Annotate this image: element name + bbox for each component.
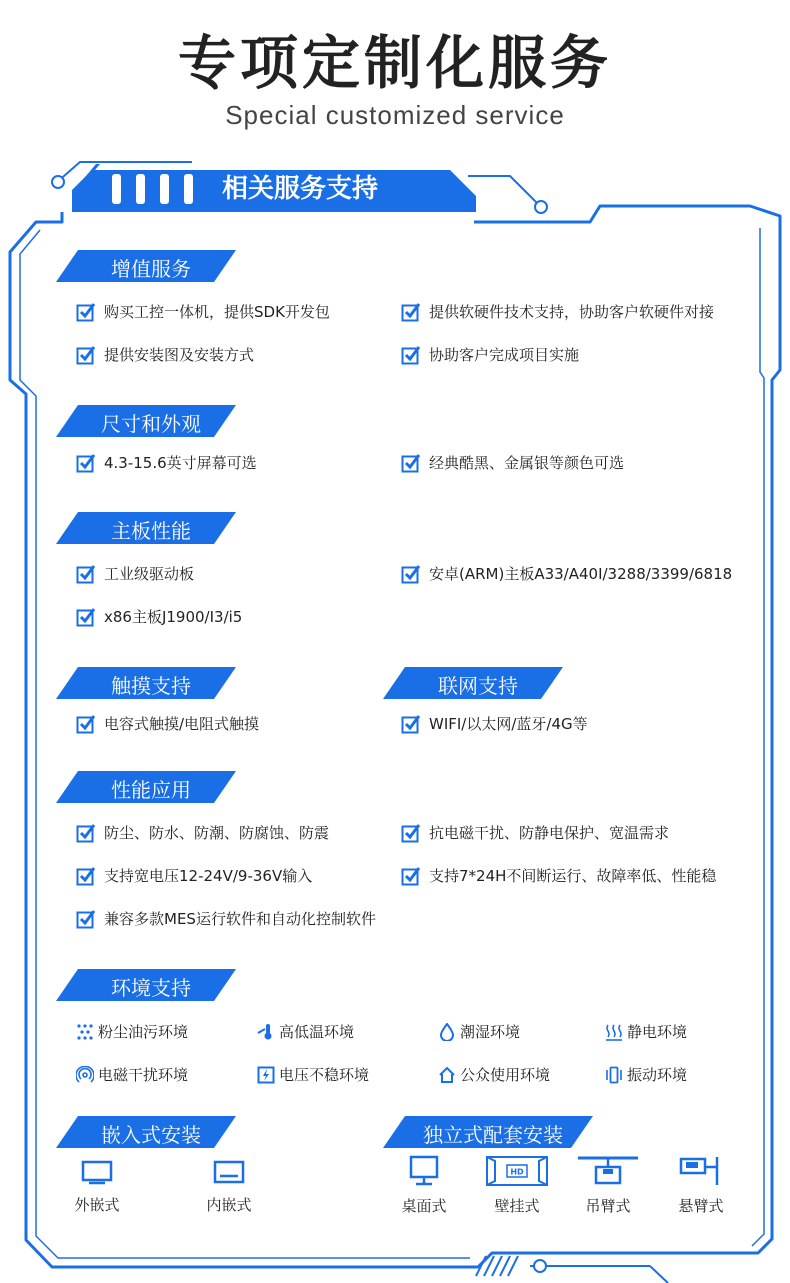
feature-item: 购买工控一体机，提供SDK开发包 <box>76 302 330 322</box>
checkbox-icon <box>76 866 96 886</box>
internal-mount-icon <box>209 1160 249 1186</box>
section-header-embedded <box>56 1116 236 1148</box>
checkbox-icon <box>76 823 96 843</box>
feature-item: 防尘、防水、防潮、防腐蚀、防震 <box>76 823 329 843</box>
install-option: 吊臂式 <box>563 1155 653 1216</box>
checkbox-icon <box>401 866 421 886</box>
desktop-stand-icon <box>404 1155 444 1187</box>
feature-item: 安卓(ARM)主板A33/A40I/3288/3399/6818 <box>401 564 732 584</box>
section-title: 触摸支持 <box>111 674 191 698</box>
install-option: 桌面式 <box>379 1155 469 1216</box>
section-header-value-added <box>56 250 236 282</box>
checkbox-icon <box>76 714 96 734</box>
hd-badge: HD <box>510 1167 524 1177</box>
section-title: 性能应用 <box>111 778 191 802</box>
install-option: HD 壁挂式 <box>472 1155 562 1216</box>
section-header-environment <box>56 969 236 1001</box>
checkbox-icon <box>76 302 96 322</box>
section-header-size <box>56 405 236 437</box>
env-item: 粉尘油污环境 <box>76 1022 188 1042</box>
section-header-performance <box>56 771 236 803</box>
ceiling-arm-icon <box>576 1155 640 1187</box>
env-item: 高低温环境 <box>257 1022 354 1042</box>
feature-item: x86主板J1900/I3/i5 <box>76 607 242 627</box>
feature-item: 工业级驱动板 <box>76 564 194 584</box>
env-item: 电磁干扰环境 <box>76 1065 188 1085</box>
section-title: 联网支持 <box>438 674 518 698</box>
checkbox-icon <box>76 564 96 584</box>
section-title: 增值服务 <box>111 257 191 281</box>
section-header-standalone <box>383 1116 593 1148</box>
checkbox-icon <box>76 345 96 365</box>
section-title: 嵌入式安装 <box>101 1123 201 1147</box>
checkbox-icon <box>401 453 421 473</box>
main-banner-label: 相关服务支持 <box>222 174 379 204</box>
external-mount-icon <box>77 1160 117 1186</box>
feature-item: 支持宽电压12-24V/9-36V输入 <box>76 866 312 886</box>
env-item: 潮湿环境 <box>438 1022 520 1042</box>
water-drop-icon <box>438 1023 456 1041</box>
page-subtitle: Special customized service <box>225 100 565 130</box>
feature-item: 兼容多款MES运行软件和自动化控制软件 <box>76 909 376 929</box>
env-item: 公众使用环境 <box>438 1065 550 1085</box>
feature-item: 电容式触摸/电阻式触摸 <box>76 714 259 734</box>
checkbox-icon <box>401 345 421 365</box>
section-header-board <box>56 512 236 544</box>
checkbox-icon <box>401 823 421 843</box>
checkbox-icon <box>76 909 96 929</box>
env-item: 静电环境 <box>605 1022 687 1042</box>
install-option: 内嵌式 <box>184 1160 274 1215</box>
section-header-touch <box>56 667 236 699</box>
signal-icon <box>76 1066 94 1084</box>
section-title: 独立式配套安装 <box>423 1123 563 1147</box>
dust-icon <box>76 1023 94 1041</box>
voltage-icon <box>257 1066 275 1084</box>
checkbox-icon <box>401 714 421 734</box>
env-item: 电压不稳环境 <box>257 1065 369 1085</box>
page-title: 专项定制化服务 <box>177 29 612 97</box>
feature-item: 经典酷黑、金属银等颜色可选 <box>401 453 624 473</box>
feature-item: 协助客户完成项目实施 <box>401 345 579 365</box>
static-icon <box>605 1023 623 1041</box>
install-option: 外嵌式 <box>52 1160 142 1215</box>
checkbox-icon <box>401 302 421 322</box>
cantilever-arm-icon <box>677 1155 725 1187</box>
feature-item: 提供软硬件技术支持，协助客户软硬件对接 <box>401 302 714 322</box>
section-title: 尺寸和外观 <box>101 412 201 436</box>
checkbox-icon <box>401 564 421 584</box>
feature-item: 提供安装图及安装方式 <box>76 345 254 365</box>
feature-item: 4.3-15.6英寸屏幕可选 <box>76 453 257 473</box>
checkbox-icon <box>76 453 96 473</box>
section-title: 环境支持 <box>111 976 191 1000</box>
wall-mount-icon <box>485 1155 549 1187</box>
feature-item: 抗电磁干扰、防静电保护、宽温需求 <box>401 823 669 843</box>
feature-item: 支持7*24H不间断运行、故障率低、性能稳 <box>401 866 716 886</box>
feature-item: WIFI/以太网/蓝牙/4G等 <box>401 714 588 734</box>
thermometer-icon <box>257 1023 275 1041</box>
install-option: 悬臂式 <box>656 1155 746 1216</box>
checkbox-icon <box>76 607 96 627</box>
home-icon <box>438 1066 456 1084</box>
env-item: 振动环境 <box>605 1065 687 1085</box>
section-header-network <box>383 667 563 699</box>
section-title: 主板性能 <box>111 519 191 543</box>
vibration-icon <box>605 1066 623 1084</box>
